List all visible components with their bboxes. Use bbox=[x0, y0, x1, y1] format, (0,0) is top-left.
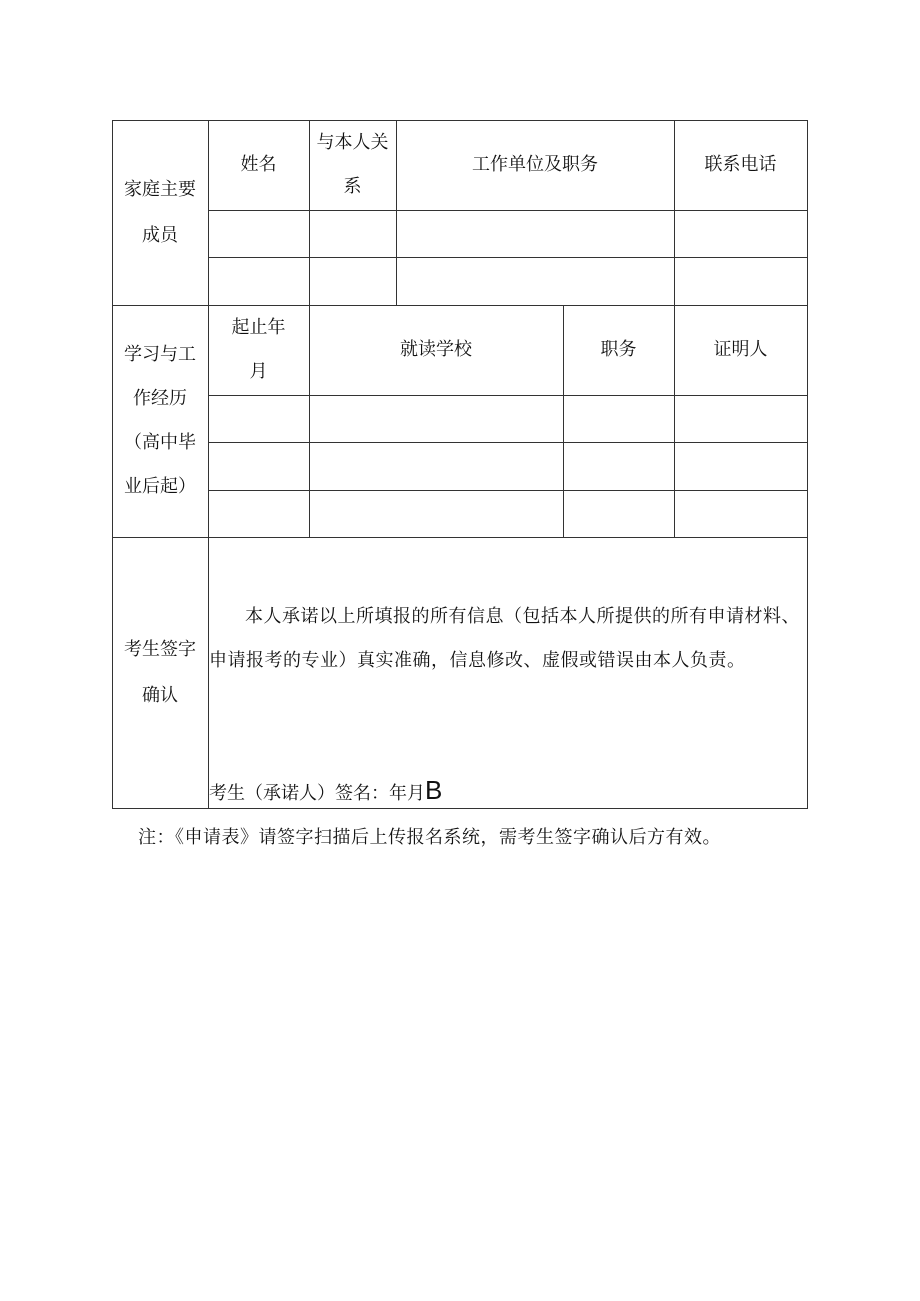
confirm-section-label: 考生签字确认 bbox=[124, 638, 196, 706]
family-col-relation: 与本人关系 bbox=[316, 132, 389, 197]
family-col-work: 工作单位及职务 bbox=[472, 154, 598, 175]
grid-line bbox=[208, 120, 209, 809]
family-section-label: 家庭主要成员 bbox=[124, 178, 196, 246]
grid-line bbox=[208, 210, 808, 211]
grid-line bbox=[208, 442, 808, 443]
grid-line bbox=[807, 120, 808, 809]
family-col-name: 姓名 bbox=[240, 154, 277, 175]
family-col-phone: 联系电话 bbox=[704, 154, 777, 175]
history-section-label: 学习与工作经历（高中毕业后起） bbox=[124, 344, 196, 497]
grid-line bbox=[112, 120, 113, 809]
history-col-position: 职务 bbox=[600, 339, 637, 360]
grid-line bbox=[309, 120, 310, 538]
grid-line bbox=[674, 120, 675, 538]
signature-line bbox=[209, 772, 442, 812]
history-col-school: 就读学校 bbox=[400, 339, 472, 360]
grid-line bbox=[112, 808, 808, 809]
history-col-witness: 证明人 bbox=[713, 339, 768, 360]
history-col-period: 起止年月 bbox=[231, 317, 286, 382]
grid-line bbox=[112, 305, 808, 306]
grid-line bbox=[208, 395, 808, 396]
grid-line bbox=[112, 120, 808, 121]
grid-line bbox=[563, 305, 564, 538]
grid-line bbox=[396, 120, 397, 305]
promise-text: 本人承诺以上所填报的所有信息（包括本人所提供的所有申请材料、申请报考的专业）真实准确，信息修改、虚假或错误由本人负责。 bbox=[209, 606, 800, 671]
signature-suffix: B bbox=[425, 775, 443, 805]
grid-line bbox=[208, 490, 808, 491]
grid-line bbox=[208, 257, 808, 258]
grid-line bbox=[112, 537, 808, 538]
signature-label: 考生（承诺人）签名：年月 bbox=[209, 783, 425, 804]
footnote: 注：《申请表》请签字扫描后上传报名系统，需考生签字确认后方有效。 bbox=[138, 827, 721, 848]
